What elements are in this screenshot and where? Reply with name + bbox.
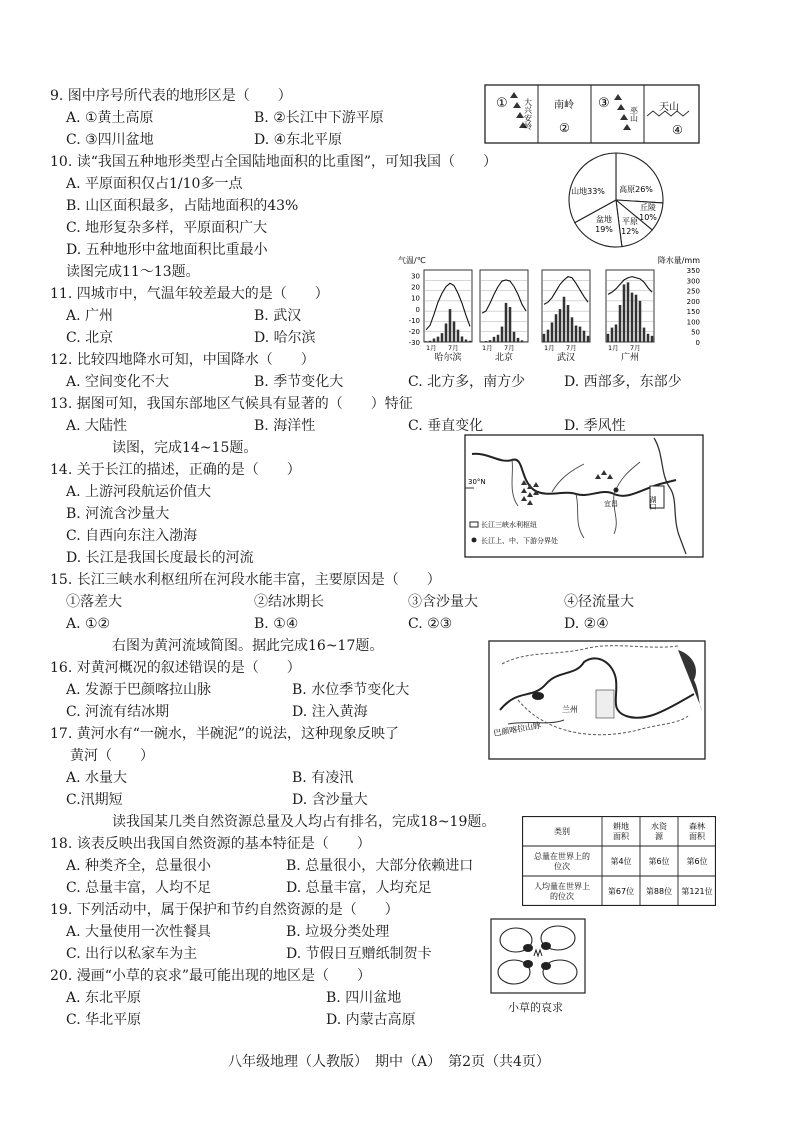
table-cell: 第121位: [681, 887, 713, 896]
q10-option-a[interactable]: A. 平原面积仅占1/10多一点: [66, 176, 243, 192]
table-cell: 总量在世界上的位次: [534, 852, 590, 871]
q9-stem: 9. 图中序号所代表的地形区是（ ）: [50, 88, 292, 104]
precip-tick-label: 250: [686, 287, 700, 296]
q18-option-b[interactable]: B. 总量很小，大部分依赖进口: [286, 858, 474, 874]
climate-panel-武汉: [542, 270, 590, 363]
city-name-label: 哈尔滨: [434, 353, 462, 363]
pie-slice-高原: [616, 153, 663, 203]
month-label: 1月: [426, 344, 437, 352]
city-name-label: 北京: [494, 353, 514, 363]
precip-bar: [461, 336, 464, 342]
climate-panel-北京: [480, 270, 528, 363]
pie-label-盆地: 盆地: [596, 215, 612, 224]
q17-option-c[interactable]: C.汛期短: [66, 792, 123, 808]
temp-tick-label: 20: [411, 283, 420, 292]
pie-value-平原: 12%: [621, 227, 639, 236]
precip-tick-label: 350: [686, 267, 700, 275]
q15-item-3: ③含沙量大: [408, 594, 478, 610]
table-header-cell: 耕地面积: [613, 822, 629, 841]
precip-bar: [469, 341, 472, 342]
q11-option-d[interactable]: D. 哈尔滨: [254, 330, 316, 346]
q20-option-c[interactable]: C. 华北平原: [66, 1012, 142, 1028]
precip-tick-label: 150: [686, 308, 700, 317]
q10-option-c[interactable]: C. 地形复杂多样，平原面积广大: [66, 220, 268, 236]
precip-bar: [647, 334, 650, 342]
q15-option-c[interactable]: C. ②③: [408, 616, 453, 632]
q14-option-d[interactable]: D. 长江是我国长度最长的河流: [66, 550, 254, 566]
precip-bar: [465, 340, 468, 342]
lake-label: 湖口: [649, 496, 657, 510]
q16-option-a[interactable]: A. 发源于巴颜喀拉山脉: [66, 682, 212, 698]
mountain-icon: [614, 94, 631, 130]
strip-label-daxinganling: 大兴安岭: [523, 98, 533, 130]
q20-option-b[interactable]: B. 四川盆地: [326, 990, 402, 1006]
precip-bar: [575, 326, 578, 342]
latitude-label: 30°N: [468, 478, 486, 486]
precip-bar: [587, 336, 590, 342]
precip-bar: [583, 331, 586, 342]
q15-option-d[interactable]: D. ②④: [564, 616, 609, 632]
climate-panel-广州: [606, 270, 654, 363]
q12-stem: 12. 比较四地降水可知，中国降水（ ）: [50, 352, 315, 368]
q19-option-d[interactable]: D. 节假日互赠纸制贺卡: [286, 946, 432, 962]
precip-bar: [543, 334, 546, 342]
q9-option-a[interactable]: A. ①黄土高原: [66, 110, 154, 126]
lake-marker: [532, 692, 544, 700]
precip-bar: [493, 337, 496, 342]
q13-option-d[interactable]: D. 季风性: [564, 418, 626, 434]
precip-tick-label: 200: [686, 297, 700, 306]
precip-bar: [489, 340, 492, 342]
strip-num-4: ④: [672, 123, 683, 137]
q18-stem: 18. 该表反映出我国自然资源的基本特征是（ ）: [50, 836, 371, 852]
q17-stem: 17. 黄河水有“一碗水，半碗泥”的说法，这种现象反映了: [50, 726, 400, 742]
temp-tick-label: 10: [411, 294, 420, 303]
q20-option-d[interactable]: D. 内蒙古高原: [326, 1012, 416, 1028]
q19-option-c[interactable]: C. 出行以私家车为主: [66, 946, 198, 962]
q9-option-b[interactable]: B. ②长江中下游平原: [254, 110, 384, 126]
precip-bar: [497, 335, 500, 342]
place-label: 兰州: [562, 705, 578, 714]
precip-bar: [615, 325, 618, 342]
precip-tick-label: 300: [686, 277, 700, 286]
city-name-label: 广州: [620, 353, 640, 363]
q16-option-b[interactable]: B. 水位季节变化大: [292, 682, 410, 698]
precip-bar: [425, 341, 428, 342]
q15-option-a[interactable]: A. ①②: [66, 616, 111, 632]
temp-tick-label: 30: [411, 272, 420, 281]
pie-label-丘陵: 丘陵: [640, 203, 656, 212]
precip-bar: [517, 338, 520, 342]
intro-16-17: 右图为黄河流域简图。据此完成16~17题。: [112, 638, 384, 654]
pie-value-盆地: 19%: [595, 225, 613, 234]
q9-option-d[interactable]: D. ④东北平原: [254, 132, 343, 148]
month-label: 1月: [482, 344, 493, 352]
table-header-cell: 水资源: [651, 822, 667, 841]
q13-stem: 13. 据图可知，我国东部地区气候具有显著的（ ）特征: [50, 396, 413, 412]
q14-option-b[interactable]: B. 河流含沙量大: [66, 506, 170, 522]
precip-bar: [611, 328, 614, 342]
q17-option-b[interactable]: B. 有凌汛: [292, 770, 354, 786]
table-cell: 人均量在世界上的位次: [534, 882, 590, 901]
strip-num-2: ②: [559, 121, 570, 135]
q16-option-c[interactable]: C. 河流有结冰期: [66, 704, 170, 720]
table-cell: 第88位: [645, 887, 673, 896]
strip-num-3: ③: [598, 96, 610, 111]
q11-option-b[interactable]: B. 武汉: [254, 308, 302, 324]
temp-tick-label: -10: [408, 316, 420, 325]
precip-bar: [445, 323, 448, 342]
precip-bar: [513, 332, 516, 342]
precip-bar: [437, 337, 440, 342]
climate-panel-哈尔滨: [424, 270, 472, 363]
precip-bar: [607, 334, 610, 342]
q16-option-d[interactable]: D. 注入黄海: [292, 704, 368, 720]
precip-bar: [433, 339, 436, 342]
precip-bar: [571, 317, 574, 342]
landform-pie-chart: [566, 150, 666, 250]
temp-tick-label: -30: [408, 339, 420, 347]
strip-label-nanling: 南岭: [554, 100, 574, 111]
yellow-river-map: [488, 640, 706, 760]
table-cell: 第6位: [648, 857, 670, 866]
month-label: 1月: [608, 344, 619, 352]
yichang-marker: [614, 488, 619, 493]
precip-bar: [651, 336, 654, 342]
q20-option-a[interactable]: A. 东北平原: [66, 990, 142, 1006]
q17-option-a[interactable]: A. 水量大: [66, 770, 128, 786]
precip-bar: [509, 307, 512, 342]
month-label: 7月: [504, 344, 515, 352]
precip-bar: [485, 341, 488, 342]
q12-option-c[interactable]: C. 北方多，南方少: [408, 374, 526, 390]
month-label: 7月: [630, 344, 641, 352]
q12-option-d[interactable]: D. 西部多，东部少: [564, 374, 682, 390]
q16-stem: 16. 对黄河概况的叙述错误的是（ ）: [50, 660, 301, 676]
precip-bar: [547, 330, 550, 342]
legend-dam: 长江三峡水利枢纽: [481, 521, 537, 529]
q15-stem: 15. 长江三峡水利枢纽所在河段水能丰富，主要原因是（ ）: [50, 572, 441, 588]
pie-label-山地: 山地33%: [571, 187, 605, 196]
intro-18-19: 读我国某几类自然资源总量及人均占有排名，完成18~19题。: [112, 814, 496, 830]
month-label: 7月: [448, 344, 459, 352]
climate-charts-figure: [396, 254, 702, 364]
q19-stem: 19. 下列活动中，属于保护和节约自然资源的是（ ）: [50, 902, 399, 918]
q9-option-c[interactable]: C. ③四川盆地: [66, 132, 154, 148]
precip-bar: [441, 333, 444, 342]
q11-option-a[interactable]: A. 广州: [66, 308, 114, 324]
precip-bar: [555, 314, 558, 342]
table-header-cell: 森林面积: [689, 822, 705, 841]
axis-label-precipitation: 降水量/mm: [657, 256, 700, 265]
q11-option-c[interactable]: C. 北京: [66, 330, 114, 346]
precip-bar: [563, 297, 566, 342]
table-cell: 第4位: [610, 857, 632, 866]
pie-value-丘陵: 10%: [639, 213, 657, 222]
q15-option-b[interactable]: B. ①④: [254, 616, 299, 632]
precip-bar: [429, 341, 432, 342]
month-label: 1月: [544, 344, 555, 352]
precip-bar: [643, 328, 646, 342]
q19-option-b[interactable]: B. 垃圾分类处理: [286, 924, 390, 940]
precip-bar: [501, 327, 504, 342]
strip-label-wushan: 巫山: [629, 106, 639, 122]
precip-bar: [639, 301, 642, 342]
q13-option-c[interactable]: C. 垂直变化: [408, 418, 484, 434]
yangtze-map: [464, 434, 704, 558]
precip-bar: [627, 282, 630, 342]
q18-option-d[interactable]: D. 总量丰富，人均充足: [286, 880, 432, 896]
q19-option-a[interactable]: A. 大量使用一次性餐具: [66, 924, 212, 940]
q15-item-4: ④径流量大: [564, 594, 634, 610]
landform-strip-figure: [484, 84, 700, 144]
strip-label-tianshan: 天山: [659, 102, 679, 113]
q10-stem: 10. 读“我国五种地形类型占全国陆地面积的比重图”，可知我国（ ）: [50, 154, 498, 170]
resource-ranking-table: [522, 816, 716, 906]
cartoon-grass-plea: [490, 918, 586, 994]
q13-option-b[interactable]: B. 海洋性: [254, 418, 316, 434]
q14-stem: 14. 关于长江的描述，正确的是（ ）: [50, 462, 301, 478]
precip-bar: [481, 341, 484, 342]
cartoon-caption: 小草的哀求: [508, 1001, 563, 1014]
precip-bar: [521, 340, 524, 342]
precip-bar: [449, 309, 452, 342]
q20-stem: 20. 漫画“小草的哀求”最可能出现的地区是（ ）: [50, 968, 372, 984]
page-footer: 八年级地理（人教版） 期中（A） 第2页（共4页）: [228, 1054, 550, 1070]
table-header-cell: 类别: [554, 827, 570, 836]
temp-tick-label: -20: [408, 327, 420, 336]
q17-stem-cont: 黄河（ ）: [70, 748, 154, 764]
precip-tick-label: 50: [691, 328, 700, 337]
month-label: 7月: [566, 344, 577, 352]
precip-bar: [635, 295, 638, 342]
q14-option-c[interactable]: C. 自西向东注入渤海: [66, 528, 198, 544]
precip-bar: [631, 293, 634, 342]
strip-num-1: ①: [496, 96, 508, 111]
precip-bar: [623, 284, 626, 342]
city-label: 宜昌: [604, 500, 618, 508]
q15-item-2: ②结冰期长: [254, 594, 324, 610]
q17-option-d[interactable]: D. 含沙量大: [292, 792, 368, 808]
table-cell: 第6位: [686, 857, 708, 866]
precip-bar: [457, 330, 460, 342]
table-cell: 第67位: [607, 887, 635, 896]
intro-14-15: 读图，完成14~15题。: [112, 440, 258, 456]
axis-label-temperature: 气温/℃: [398, 256, 426, 265]
precip-bar: [579, 327, 582, 342]
q13-option-a[interactable]: A. 大陆性: [66, 418, 128, 434]
plateau-region: [596, 690, 614, 718]
precip-tick-label: 0: [695, 339, 700, 347]
legend-boundary: 长江上、中、下游分界处: [481, 537, 558, 545]
q12-option-a[interactable]: A. 空间变化不大: [66, 374, 170, 390]
temp-tick-label: 0: [415, 305, 420, 314]
pie-label-平原: 平原: [622, 217, 638, 226]
q18-option-c[interactable]: C. 总量丰富，人均不足: [66, 880, 212, 896]
q15-item-1: ①落差大: [66, 594, 122, 610]
precip-bar: [525, 341, 528, 342]
q18-option-a[interactable]: A. 种类齐全，总量很小: [66, 858, 212, 874]
precip-bar: [551, 322, 554, 342]
precip-tick-label: 100: [686, 318, 700, 327]
precip-bar: [559, 309, 562, 342]
precip-bar: [567, 305, 570, 342]
q14-option-a[interactable]: A. 上游河段航运价值大: [66, 484, 212, 500]
q10-option-b[interactable]: B. 山区面积最多，占陆地面积的43%: [66, 198, 299, 214]
mountain-label: 巴颜喀拉山脉: [492, 720, 542, 738]
intro-11-13: 读图完成11～13题。: [66, 264, 200, 280]
precip-bar: [505, 303, 508, 342]
q10-option-d[interactable]: D. 五种地形中盆地面积比重最小: [66, 242, 268, 258]
q11-stem: 11. 四城市中，气温年较差最大的是（ ）: [50, 286, 329, 302]
precip-bar: [619, 305, 622, 342]
city-name-label: 武汉: [556, 353, 576, 363]
q12-option-b[interactable]: B. 季节变化大: [254, 374, 344, 390]
pie-label-高原: 高原26%: [619, 185, 653, 194]
precip-bar: [453, 321, 456, 342]
